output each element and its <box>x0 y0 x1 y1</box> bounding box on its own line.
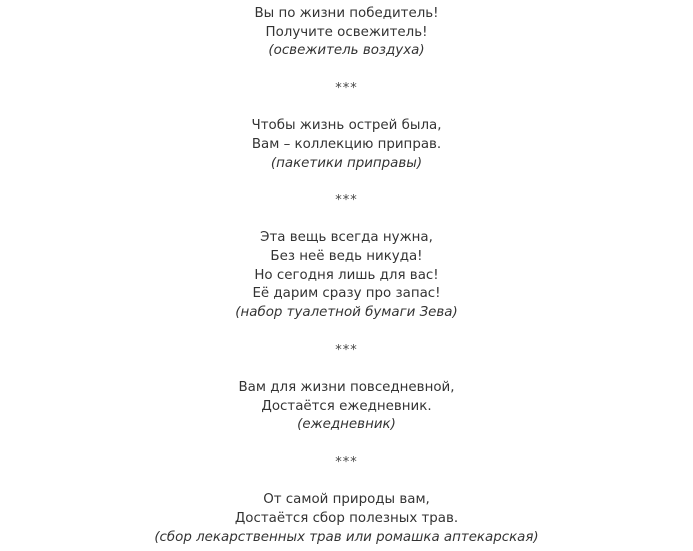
poem-line: Эта вещь всегда нужна, <box>260 230 433 246</box>
gift-note: (ежедневник) <box>297 417 396 433</box>
separator: *** <box>335 342 358 358</box>
stanza-1 <box>0 5 693 61</box>
separator: *** <box>335 192 358 208</box>
separator: *** <box>335 454 358 470</box>
poem-line: Но сегодня лишь для вас! <box>254 267 439 283</box>
poem-line: Её дарим сразу про запас! <box>252 286 441 302</box>
gift-note: (набор туалетной бумаги Зева) <box>235 305 458 321</box>
stanza-3 <box>0 229 693 323</box>
gift-note: (сбор лекарственных трав или ромашка аптекарская) <box>154 529 539 545</box>
poem-line: От самой природы вам, <box>263 492 430 508</box>
stanza-4 <box>0 379 693 435</box>
poem-line: Достаётся сбор полезных трав. <box>234 510 459 526</box>
stanza-5 <box>0 491 693 547</box>
stanza-2 <box>0 117 693 173</box>
poem-line: Без неё ведь никуда! <box>270 249 423 265</box>
poem-line: Достаётся ежедневник. <box>261 398 432 414</box>
separator: *** <box>335 80 358 96</box>
gift-note: (пакетики приправы) <box>270 155 423 171</box>
poem-line: Вам – коллекцию приправ. <box>251 136 442 152</box>
gift-note: (освежитель воздуха) <box>268 43 425 59</box>
poem-line: Чтобы жизнь острей была, <box>251 118 442 134</box>
poem-line: Получите освежитель! <box>265 24 428 40</box>
poem-line: Вам для жизни повседневной, <box>238 379 455 395</box>
poem-line: Вы по жизни победитель! <box>254 6 439 21</box>
